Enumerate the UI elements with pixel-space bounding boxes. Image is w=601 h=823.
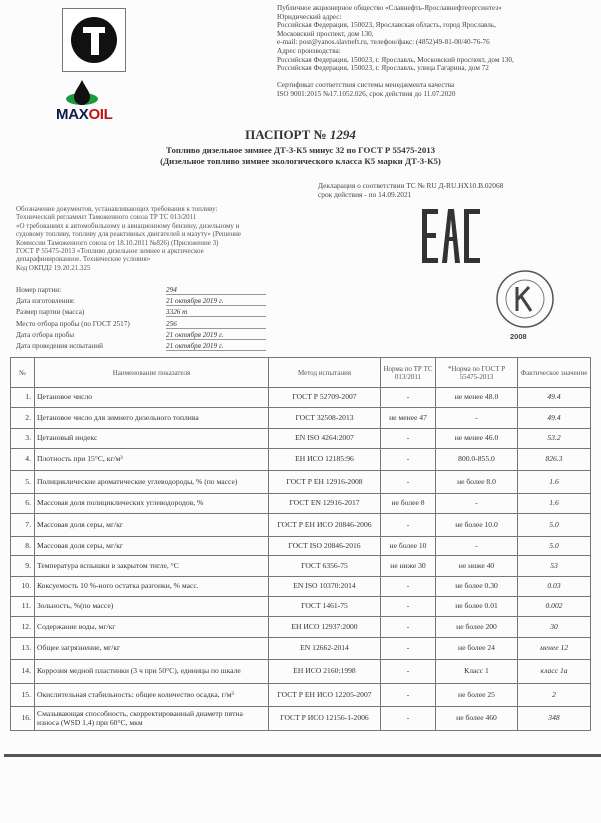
cell-num: 5. [11,471,35,494]
field-value: 294 [166,286,266,295]
cell-num: 9. [11,556,35,577]
eac-text: EAC [420,207,422,208]
cell-norm-tr: - [381,638,436,660]
cell-norm-tr: - [381,684,436,707]
cell-norm-gost: 800.0-855.0 [436,449,518,471]
cell-norm-tr: - [381,429,436,449]
cell-norm-gost: Класс 1 [436,660,518,684]
field-row [16,308,188,316]
cell-norm-tr: - [381,617,436,638]
company-line: Московский проспект, дом 130, [277,29,374,38]
cell-num: 4. [11,449,35,471]
field-value: 256 [166,320,266,329]
cell-num: 12. [11,617,35,638]
field-row [16,331,224,339]
cell-norm-tr: - [381,597,436,617]
cell-name: Температура вспышки в закрытом тигле, °С [35,556,269,577]
field-value: 3326 т [166,308,266,317]
cell-norm-tr: не ниже 30 [381,556,436,577]
cell-num: 7. [11,514,35,537]
document-line: Обозначение документов, устанавливающих требования к топливу: [16,205,218,213]
document-line: Код ОКПД2 19.20.21.325 [16,263,91,272]
cell-norm-tr: - [381,471,436,494]
document-line: «О требованиях к автомобильному и авиационному бензину, дизельному и [16,221,240,230]
cell-name: Цетановый индекс [35,429,269,449]
cell-actual: 0.03 [518,577,591,597]
cell-name: Массовая доля серы, мг/кг [35,514,269,537]
cell-name: Полициклические ароматические углеводороды, % (по массе) [35,471,269,494]
product-subtitle: Топливо дизельное зимнее ДТ-3-К5 минус 32 по ГОСТ Р 55475-2013 (Дизельное топливо зимнее экологического класса К5 марки ДТ-3-К5) [160,145,441,166]
cell-name: Зольность, %(по массе) [35,597,269,617]
field-label: Место отбора пробы (по ГОСТ 2517) [16,320,130,328]
company-info [277,4,597,99]
cell-actual: 826.3 [518,449,591,471]
cell-actual: 5.0 [518,537,591,556]
documents-list [16,205,291,272]
field-label: Размер партии (масса) [16,308,85,316]
maxoil-brand: MAXOIL [56,106,113,123]
document-line: Технический регламент Таможенного союза ТР ТС 013/2011 [16,213,197,222]
document-line: Комиссии Таможенного союза от 18.10.2011 №826) (Приложение 3) [16,238,219,247]
company-line: Российская Федерация, 150023, г. Ярославль, Московский проспект, дом 130, [277,55,514,64]
company-line: Адрес производства: [277,46,341,55]
cell-name: Плотность при 15°С, кг/м³ [35,449,269,471]
cell-method: ГОСТ ISO 20846-2016 [269,537,381,556]
cell-method: EN ISO 10370:2014 [269,577,381,597]
cell-name: Массовая доля серы, мг/кг [35,537,269,556]
company-logo [62,8,126,72]
yanos-logo-icon [69,15,119,65]
cell-method: ГОСТ Р ИСО 12156-1-2006 [269,707,381,731]
table-row [11,388,591,408]
cell-num: 13. [11,638,35,660]
cell-norm-tr: не менее 47 [381,408,436,429]
cell-norm-gost: не более 24 [436,638,518,660]
document-line: судовому топливу, топливу для реактивных двигателей и мазуту» (Решение [16,230,241,239]
cell-norm-gost: не более 0.01 [436,597,518,617]
cell-actual: менее 12 [518,638,591,660]
cell-norm-tr: - [381,388,436,408]
cell-norm-gost: не менее 46.0 [436,429,518,449]
company-line: ISO 9001:2015 №17.1052.026, срок действия до 11.07.2020 [277,89,456,98]
table-row [11,684,591,707]
table-row [11,577,591,597]
declaration-info: Декларация о соответствии ТС № RU Д-RU.HX10.В.02068 срок действия - по 14.09.2021 [318,181,504,199]
table-row [11,449,591,471]
cell-norm-gost: не более 10.0 [436,514,518,537]
cell-num: 14. [11,660,35,684]
cell-method: ГОСТ Р 52709-2007 [269,388,381,408]
document-line: депарафинированное. Технические условия» [16,255,151,264]
seal-year: 2008 [510,332,527,341]
table-row [11,494,591,514]
field-row [16,286,177,294]
cell-norm-gost: не ниже 40 [436,556,518,577]
company-line: Юридический адрес: [277,12,342,21]
cell-norm-gost: не более 200 [436,617,518,638]
table-row [11,638,591,660]
field-value: 21 октября 2019 г. [166,297,266,306]
cell-num: 3. [11,429,35,449]
cell-actual: 348 [518,707,591,731]
cell-name: Общее загрязнение, мг/кг [35,638,269,660]
cell-name: Цетановое число для зимнего дизельного топлива [35,408,269,429]
cell-name: Содержание воды, мг/кг [35,617,269,638]
cell-norm-tr: не более 8 [381,494,436,514]
cell-norm-tr: - [381,707,436,731]
company-line: Российская Федерация, 150023, Ярославская область, город Ярославль, [277,21,496,30]
cell-norm-gost: не более 460 [436,707,518,731]
cell-norm-gost: - [436,408,518,429]
cell-num: 16. [11,707,35,731]
cell-num: 6. [11,494,35,514]
cell-norm-gost: - [436,537,518,556]
table-row [11,408,591,429]
cell-method: ГОСТ 32508-2013 [269,408,381,429]
cell-actual: 1.6 [518,494,591,514]
company-line: e-mail: post@yanos.slavneft.ru, телефон/факс: (4852)49-81-00/40-76-76 [277,38,490,47]
cell-norm-gost: не менее 48.0 [436,388,518,408]
table-row [11,471,591,494]
cell-norm-gost: не более 25 [436,684,518,707]
company-line [277,73,597,82]
table-row [11,556,591,577]
quality-seal-icon [495,269,555,329]
cell-method: ГОСТ Р ЕН 12916-2008 [269,471,381,494]
cell-actual: 1.6 [518,471,591,494]
cell-num: 8. [11,537,35,556]
cell-actual: 30 [518,617,591,638]
field-label: Дата проведения испытаний [16,342,103,350]
cell-name: Коррозия медной пластинки (3 ч при 50°С), единицы по шкале [35,660,269,684]
cell-method: ГОСТ 1461-75 [269,597,381,617]
col-actual-header: Фактическое значение [518,358,591,388]
field-row [16,342,224,350]
cell-method: ГОСТ Р ЕН ИСО 12205-2007 [269,684,381,707]
company-line: Публичное акционерное общество «Славнефть-Ярославнефтеоргсинтез» [277,4,502,12]
cell-actual: 0.002 [518,597,591,617]
company-line: Сертификат соответствия системы менеджмента качества [277,81,455,90]
cell-method: ЕН ИСО 12185:96 [269,449,381,471]
cell-norm-gost: - [436,494,518,514]
table-header-row [11,358,591,388]
quality-table [10,357,591,731]
cell-norm-tr: - [381,449,436,471]
cell-name: Смазывающая способность, скорректированный диаметр пятна износа (WSD 1,4) при 60°С, мкм [35,707,269,731]
col-num-header: № [11,358,35,388]
cell-norm-gost: не более 8.0 [436,471,518,494]
cell-method: ГОСТ Р ЕН ИСО 20846-2006 [269,514,381,537]
col-method-header: Метод испытания [269,358,381,388]
cell-actual: 53.2 [518,429,591,449]
field-value: 21 октября 2019 г. [166,331,266,340]
cell-name: Коксуемость 10 %-ного остатка разгонки, % масс. [35,577,269,597]
cell-norm-gost: не более 0.30 [436,577,518,597]
field-row [16,320,177,328]
company-line: Российская Федерация, 150023, г. Ярославль, улица Гагарина, дом 72 [277,64,489,73]
field-row [16,297,224,305]
cell-norm-tr: не более 10 [381,537,436,556]
cell-actual: 53 [518,556,591,577]
passport-title: ПАСПОРТ № 1294 [245,127,356,142]
cell-num: 15. [11,684,35,707]
cell-num: 11. [11,597,35,617]
cell-num: 1. [11,388,35,408]
cell-norm-tr: - [381,514,436,537]
cell-method: ГОСТ 6356-75 [269,556,381,577]
cell-method: EN 12662-2014 [269,638,381,660]
cell-actual: 49.4 [518,388,591,408]
cell-actual: класс 1а [518,660,591,684]
bottom-border [4,754,601,757]
table-row [11,429,591,449]
cell-actual: 49.4 [518,408,591,429]
col-norm-tr-header: Норма по ТР ТС 013/2011 [381,358,436,388]
table-row [11,660,591,684]
cell-method: ГОСТ EN 12916-2017 [269,494,381,514]
cell-num: 10. [11,577,35,597]
table-row [11,707,591,731]
cell-method: ЕН ИСО 12937:2000 [269,617,381,638]
field-value: 21 октября 2019 г. [166,342,266,351]
document-line: ГОСТ Р 55475-2013 «Топливо дизельное зимнее и арктическое [16,247,204,256]
cell-name: Массовая доля полициклических углеводородов, % [35,494,269,514]
eac-mark-icon [420,207,484,265]
cell-actual: 2 [518,684,591,707]
col-name-header: Наименование показателя [35,358,269,388]
cell-name: Цетановое число [35,388,269,408]
field-label: Дата отбора пробы [16,331,75,339]
field-label: Дата изготовления: [16,297,75,305]
cell-name: Окислительная стабильность: общее количество осадка, г/м³ [35,684,269,707]
cell-method: ЕН ИСО 2160:1998 [269,660,381,684]
field-label: Номер партии: [16,286,62,294]
cell-actual: 5.0 [518,514,591,537]
cell-num: 2. [11,408,35,429]
table-row [11,537,591,556]
table-row [11,514,591,537]
cell-method: EN ISO 4264:2007 [269,429,381,449]
col-norm-gost-header: *Норма по ГОСТ Р 55475-2013 [436,358,518,388]
table-row [11,597,591,617]
cell-norm-tr: - [381,660,436,684]
cell-norm-tr: - [381,577,436,597]
table-row [11,617,591,638]
